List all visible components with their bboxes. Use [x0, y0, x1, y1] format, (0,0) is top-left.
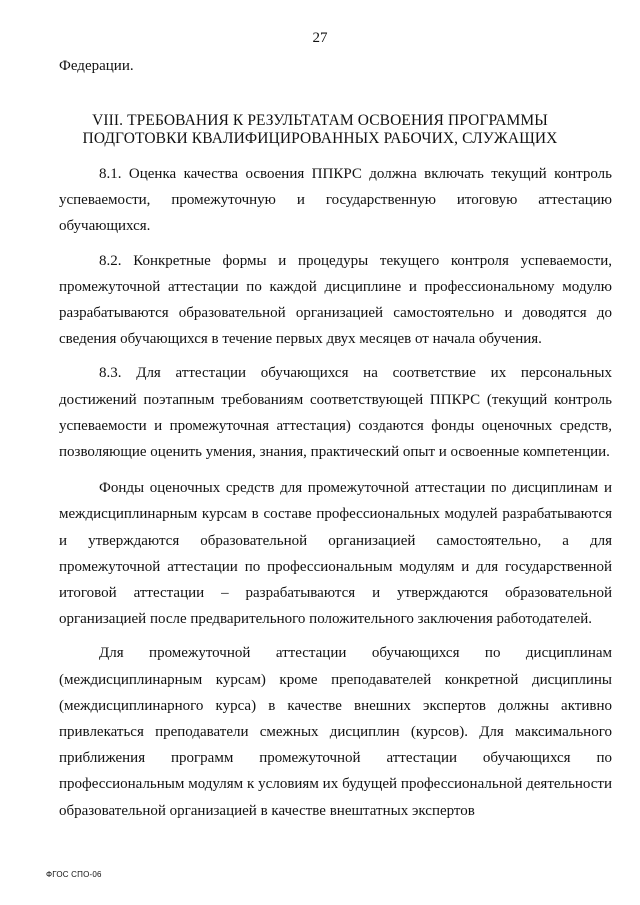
paragraph-external-experts: Для промежуточной аттестации обучающихся по дисциплинам (междисциплинарным курсам) кроме преподавателей конкретной дисциплины (междисциплинарного курса) в качестве внешних экспертов должны активно привлекаться преподаватели смежных дисциплин (курсов). Для максимального приближения программ промежуточной аттестации обучающихся по профессиональным модулям к условиям их будущей профессиональной деятельности образовательной организацией в качестве внештатных экспертов — [59, 645, 612, 819]
paragraph-8-3: 8.3. Для аттестации обучающихся на соответствие их персональных достижений поэтапным требованиям соответствующей ППКРС (текущий контроль успеваемости и промежуточная аттестация) создаются фонды оценочных средств, позволяющие оценить умения, знания, практический опыт и освоенные компетенции. — [59, 365, 612, 461]
document-body — [59, 161, 612, 824]
footer-document-code: ФГОС СПО-06 — [46, 870, 102, 879]
section-heading-line-1: VIII. ТРЕБОВАНИЯ К РЕЗУЛЬТАТАМ ОСВОЕНИЯ ПРОГРАММЫ — [92, 112, 548, 129]
paragraph-8-1: 8.1. Оценка качества освоения ППКРС должна включать текущий контроль успеваемости, промежуточную и государственную итоговую аттестацию обучающихся. — [59, 166, 612, 235]
section-heading — [0, 112, 640, 148]
page-number: 27 — [312, 30, 328, 46]
paragraph-assessment-funds: Фонды оценочных средств для промежуточной аттестации по дисциплинам и междисциплинарным курсам в составе профессиональных модулей разрабатываются и утверждаются образовательной организацией самостоятельно, а для промежуточной аттестации по профессиональным модулям и для государственной итоговой аттестации – разрабатываются и утверждаются образовательной организацией после предварительного положительного заключения работодателей. — [59, 480, 612, 628]
continuation-text: Федерации. — [59, 58, 134, 74]
paragraph-8-2: 8.2. Конкретные формы и процедуры текущего контроля успеваемости, промежуточной аттестации по каждой дисциплине и профессиональному модулю разрабатываются образовательной организацией самостоятельно и доводятся до сведения обучающихся в течение первых двух месяцев от начала обучения. — [59, 252, 612, 348]
section-heading-line-2: ПОДГОТОВКИ КВАЛИФИЦИРОВАННЫХ РАБОЧИХ, СЛУЖАЩИХ — [82, 130, 558, 147]
